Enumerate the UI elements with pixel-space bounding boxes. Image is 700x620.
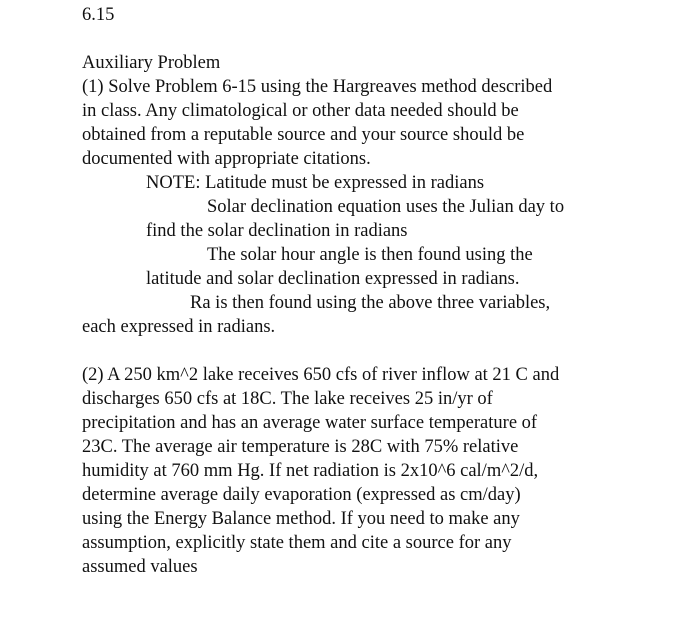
auxiliary-title: Auxiliary Problem <box>82 53 221 73</box>
note-line-3: find the solar declination in radians <box>146 221 408 241</box>
note-line-1: NOTE: Latitude must be expressed in radians <box>146 173 485 193</box>
note-line-5: latitude and solar declination expressed in radians. <box>146 269 520 289</box>
section-number: 6.15 <box>82 5 115 25</box>
part2-line-8: assumption, explicitly state them and cite a source for any <box>82 533 512 553</box>
part2-line-1: (2) A 250 km^2 lake receives 650 cfs of river inflow at 21 C and <box>82 365 560 385</box>
part1-line-1: (1) Solve Problem 6-15 using the Hargreaves method described <box>82 77 553 97</box>
part2-line-4: 23C. The average air temperature is 28C with 75% relative <box>82 437 519 457</box>
part2-line-9: assumed values <box>82 557 198 577</box>
part2-line-7: using the Energy Balance method. If you need to make any <box>82 509 520 529</box>
part2-line-5: humidity at 760 mm Hg. If net radiation is 2x10^6 cal/m^2/d, <box>82 461 539 481</box>
part1-line-2: in class. Any climatological or other data needed should be <box>82 101 519 121</box>
part1-line-4: documented with appropriate citations. <box>82 149 371 169</box>
note-line-4: The solar hour angle is then found using the <box>207 245 533 265</box>
part2-line-3: precipitation and has an average water surface temperature of <box>82 413 538 433</box>
part2-line-2: discharges 650 cfs at 18C. The lake receives 25 in/yr of <box>82 389 493 409</box>
note-line-6: Ra is then found using the above three variables, <box>190 293 551 313</box>
part2-line-6: determine average daily evaporation (expressed as cm/day) <box>82 485 521 505</box>
part1-line-3: obtained from a reputable source and your source should be <box>82 125 525 145</box>
note-line-7: each expressed in radians. <box>82 317 276 337</box>
note-line-2: Solar declination equation uses the Julian day to <box>207 197 565 217</box>
